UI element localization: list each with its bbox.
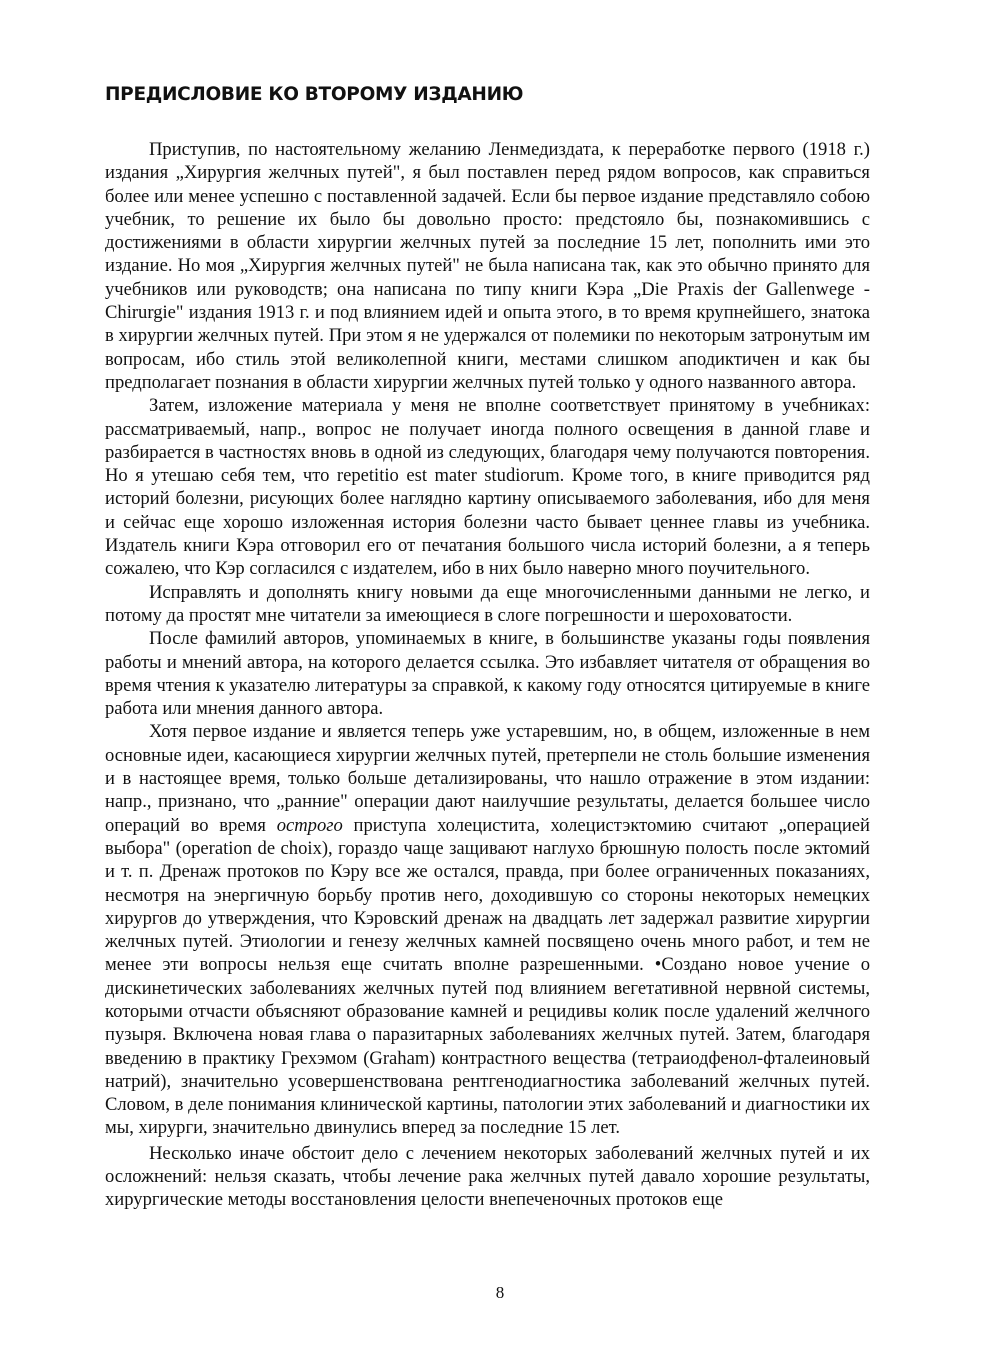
paragraph: Несколько иначе обстоит дело с лечением некоторых заболеваний желчных путей и их осложнений: нельзя сказать, чтобы лечение рака желчных путей давало хорошие результаты, хирургические методы восстановления целости внепеченочных протоков еще	[105, 1142, 870, 1211]
paragraph	[105, 720, 870, 1139]
paragraph: Приступив, по настоятельному желанию Ленмедиздата, к переработке первого (1918 г.) издания „Хирургия желчных путей", я был поставлен перед рядом вопросов, как справиться более или менее успешно с поставленной задачей. Если бы первое издание представляло собою учебник, то решение их было бы довольно просто: предстояло бы, познакомившись с достижениями в области хирургии желчных путей за последние 15 лет, пополнить ими это издание. Но моя „Хирургия желчных путей" не была написана так, как это обычно принято для учебников или руководств; она написана по типу книги Кэра „Die Praxis der Gallenwege - Chirurgie" издания 1913 г. и под влиянием идей и опыта этого, в то время крупнейшего, знатока в хирургии желчных путей. При этом я не удержался от полемики по некоторым затронутым им вопросам, ибо стиль этой великолепной книги, местами слишком аподиктичен и как бы предполагает познания в области хирургии желчных путей только у одного названного автора.	[105, 139, 870, 393]
paragraph-text: приступа холецистита, холецистэктомию считают „операцией выбора" (operation de choix), гораздо чаще защивают наглухо брюшную полость после эктомий и т. п. Дренаж протоков по Кэру все же остался, правда, при более ограниченных показаниях, несмотря на энергичную борьбу против него, доходившую со стороны некоторых немецких хирургов до утверждения, что Кэровский дренаж на двадцать лет задержал развитие хирургии желчных путей. Этиологии и генезу желчных камней посвящено очень много работ, и тем не менее эти вопросы нельзя еще считать вполне разрешенными. •Создано новое учение о дискинетических заболеваниях желчных путей под влиянием вегетативной нервной системы, которыми отчасти объясняют образование камней и рецидивы колик после удалений желчного пузыря. Включена новая глава о паразитарных заболеваниях желчных путей. Затем, благодаря введению в практику Грехэмом (Graham) контрастного вещества (тетраиодфенол-фталеиновый натрий), значительно усовершенствована рентгенодиагностика заболеваний желчных путей. Словом, в деле понимания клинической картины, патологии этих заболеваний и диагностики их мы, хирурги, значительно двинулись вперед за последние 15 лет.	[105, 814, 871, 1139]
paragraph: Исправлять и дополнять книгу новыми да еще многочисленными данными не легко, и потому да простят мне читатели за имеющиеся в слоге погрешности и шероховатости.	[105, 581, 870, 626]
paragraph: Затем, изложение материала у меня не вполне соответствует принятому в учебниках: рассматриваемый, напр., вопрос не получает иногда полного освещения в данной главе и разбирается в частностях вновь в одной из следующих, благодаря чему получаются повторения. Но я утешаю себя тем, что repetitio est mater studiorum. Кроме того, в книге приводится ряд историй болезни, рисующих более наглядно картину описываемого заболевания, ибо для меня и сейчас еще хорошо изложенная история болезни часто бывает ценнее главы из учебника. Издатель книги Кэра отговорил его от печатания большого числа историй болезни, а я теперь сожалею, что Кэр согласился с издателем, ибо в них было наверно много поучительного.	[105, 395, 870, 580]
paragraph: После фамилий авторов, упоминаемых в книге, в большинстве указаны годы появления работы и мнений автора, на которого делается ссылка. Это избавляет читателя от обращения во время чтения к указателю литературы за справкой, к какому году относятся цитируемые в книге работа или мнения данного автора.	[105, 628, 870, 720]
page-number: 8	[495, 1283, 505, 1302]
body-text	[105, 138, 870, 1212]
paragraph-text: Хотя первое издание и является теперь уже устаревшим, но, в общем, изложенные в нем основные идеи, касающиеся хирургии желчных путей, претерпели не столь большие изменения и в настоящее время, только больше детализированы, что нашло отражение в этом издании: напр., признано, что „ранние" операции дают наилучшие результаты, делается большее число операций во время	[105, 721, 870, 836]
page-heading: ПРЕДИСЛОВИЕ КО ВТОРОМУ ИЗДАНИЮ	[105, 84, 524, 105]
emphasis-text: острого	[276, 814, 343, 836]
